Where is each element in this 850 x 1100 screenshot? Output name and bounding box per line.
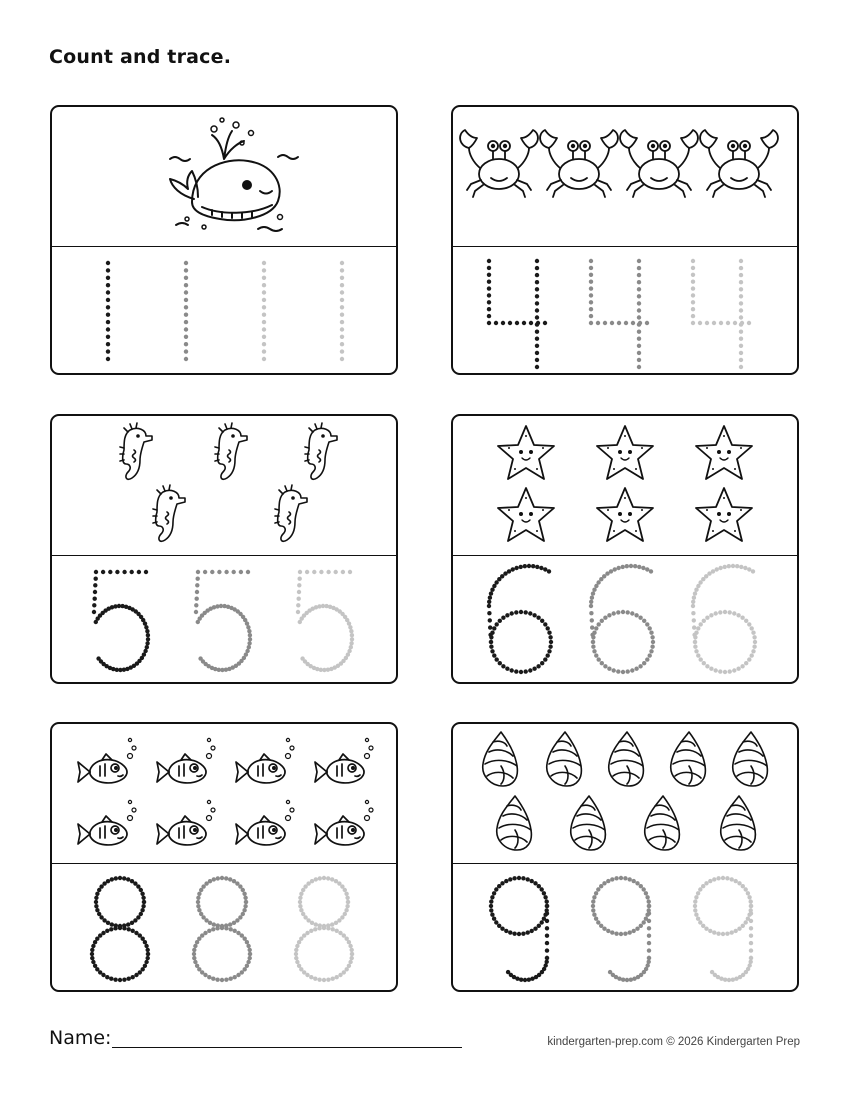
crab-picture-area [453,107,797,246]
fish-icon [78,800,136,845]
starfish-icon [498,488,554,541]
whale-icon [52,107,398,246]
seashell-icon [645,796,680,850]
dotted-digit-6 [487,564,553,674]
card-seashell-9 [451,722,799,992]
seashell-icon [497,796,532,850]
starfish-picture-area [453,416,797,555]
starfish-icon [696,488,752,541]
fish-icon [157,738,215,783]
crab-icon [700,130,778,197]
dotted-digit-1 [184,261,188,361]
dotted-digit-5-row [52,556,398,684]
dotted-digit-1 [106,261,110,361]
dotted-digit-6-row [453,556,799,684]
dotted-digit-1 [340,261,344,361]
trace-area-4 [453,247,797,375]
starfish-icon [498,426,554,479]
dotted-digit-9 [591,876,651,982]
seashell-icon [733,732,768,786]
dotted-digit-6 [589,564,655,674]
seashell-icon [609,732,644,786]
dotted-digit-9 [489,876,549,982]
seashell-icon [721,796,756,850]
fish-icons [52,724,398,863]
seashell-icon [547,732,582,786]
starfish-icon [597,488,653,541]
dotted-digit-1-row [52,247,398,375]
trace-area-5 [52,556,396,684]
dotted-digit-8 [294,876,354,982]
dotted-digit-1 [262,261,266,361]
dotted-digit-8 [90,876,150,982]
dotted-digit-8 [192,876,252,982]
card-fish-8 [50,722,398,992]
trace-area-1 [52,247,396,375]
trace-area-6 [453,556,797,684]
card-seahorse-5 [50,414,398,684]
fish-icon [315,800,373,845]
fish-icon [78,738,136,783]
fish-icon [157,800,215,845]
seashell-picture-area [453,724,797,863]
dotted-digit-5 [194,570,252,672]
dotted-digit-9-row [453,864,799,992]
dotted-digit-5 [92,570,150,672]
seashell-icons [453,724,799,863]
seahorse-icon [120,423,152,479]
seahorse-icons [52,416,398,555]
seashell-icon [483,732,518,786]
crab-icon [460,130,538,197]
seahorse-icon [153,485,185,541]
dotted-digit-6 [691,564,757,674]
dotted-digit-4-row [453,247,799,375]
fish-icon [236,738,294,783]
seahorse-picture-area [52,416,396,555]
dotted-digit-4 [691,259,751,369]
card-crab-4 [451,105,799,375]
dotted-digit-9 [693,876,753,982]
crab-icons [453,107,799,246]
seahorse-icon [305,423,337,479]
dotted-digit-8-row [52,864,398,992]
starfish-icons [453,416,799,555]
starfish-icon [597,426,653,479]
credit-text: kindergarten-prep.com © 2026 Kindergarten Prep [547,1036,800,1048]
seashell-icon [571,796,606,850]
fish-icon [315,738,373,783]
dotted-digit-4 [487,259,547,369]
starfish-icon [696,426,752,479]
card-whale-1 [50,105,398,375]
name-label: Name: [49,1027,112,1049]
crab-icon [620,130,698,197]
dotted-digit-4 [589,259,649,369]
trace-area-8 [52,864,396,992]
card-starfish-6 [451,414,799,684]
trace-area-9 [453,864,797,992]
dotted-digit-5 [296,570,354,672]
worksheet-title: Count and trace. [49,46,232,68]
name-write-line[interactable] [112,1047,462,1048]
seahorse-icon [275,485,307,541]
seahorse-icon [215,423,247,479]
crab-icon [540,130,618,197]
fish-picture-area [52,724,396,863]
fish-icon [236,800,294,845]
seashell-icon [671,732,706,786]
whale-picture-area [52,107,396,246]
